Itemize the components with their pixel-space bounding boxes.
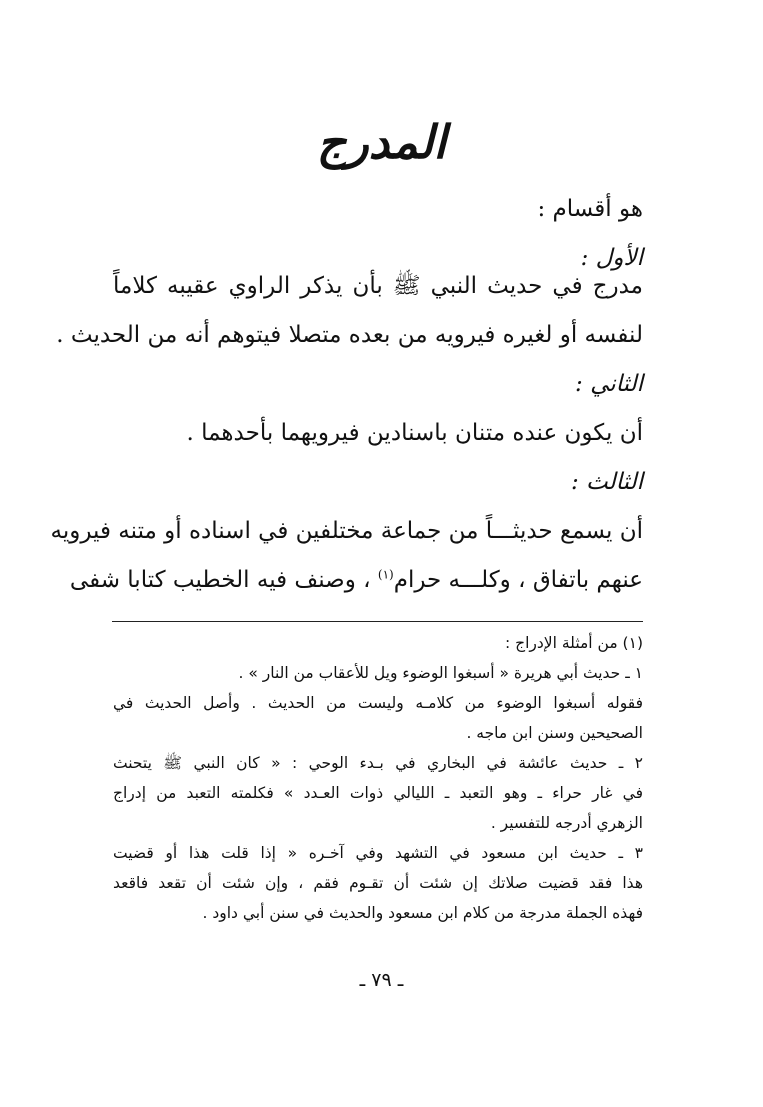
footnote-line: في غار حراء ـ وهو التعبد ـ الليالي ذوات العـدد » فكلمته التعبد من إدراج bbox=[113, 784, 643, 802]
footnote-line: ٣ ـ حديث ابن مسعود في التشهد وفي آخـره « إذا قلت هذا أو قضيت bbox=[113, 844, 643, 862]
footnote-reference-mark: (١) bbox=[377, 567, 394, 582]
footnote-line: هذا فقد قضيت صلاتك إن شئت أن تقـوم فقم ، وإن شئت أن تقعد فاقعد bbox=[113, 874, 643, 892]
page-number: ـ ٧٩ ـ bbox=[359, 969, 404, 991]
section-first-heading: الأول : bbox=[580, 245, 643, 271]
first-line-2: لنفسه أو لغيره فيرويه من بعده متصلا فيتوهم أنه من الحديث . bbox=[56, 322, 643, 348]
footnote-line: فهذه الجملة مدرجة من كلام ابن مسعود والحديث في سنن أبي داود . bbox=[202, 904, 643, 922]
first-line-1: مدرج في حديث النبي ﷺ بأن يذكر الراوي عقيبه كلاماً bbox=[113, 273, 643, 299]
footnote-line: ١ ـ حديث أبي هريرة « أسبغوا الوضوء ويل للأعقاب من النار » . bbox=[238, 664, 643, 682]
footnotes bbox=[113, 628, 643, 928]
section-first-body bbox=[50, 262, 643, 605]
page-title: المدرج bbox=[316, 115, 447, 169]
third-line-2-start: عنهم باتفاق ، وكلـــه حرام bbox=[393, 567, 643, 593]
intro-line: هو أقسام : bbox=[537, 196, 643, 222]
footnote-line: (١) من أمثلة الإدراج : bbox=[504, 634, 643, 652]
second-line-1: أن يكون عنده متنان باسنادين فيرويهما بأحدهما . bbox=[186, 420, 643, 446]
footnote-divider bbox=[112, 621, 643, 622]
third-line-2 bbox=[69, 556, 643, 605]
footnote-line: فقوله أسبغوا الوضوء من كلامـه وليست من الحديث . وأصل الحديث في bbox=[113, 694, 643, 712]
third-line-2-end: ، وصنف فيه الخطيب كتابا شفى bbox=[69, 567, 371, 593]
third-line-1: أن يسمع حديثـــاً من جماعة مختلفين في اسناده أو متنه فيرويه bbox=[50, 518, 643, 544]
footnote-line: الزهري أدرجه للتفسير . bbox=[490, 814, 643, 832]
section-second-heading: الثاني : bbox=[575, 371, 643, 397]
footnote-line: الصحيحين وسنن ابن ماجه . bbox=[466, 724, 643, 742]
footnote-line: ٢ ـ حديث عائشة في البخاري في بـدء الوحي : « كان النبي ﷺ يتحنث bbox=[113, 754, 643, 772]
section-third-heading: الثالث : bbox=[571, 469, 643, 495]
